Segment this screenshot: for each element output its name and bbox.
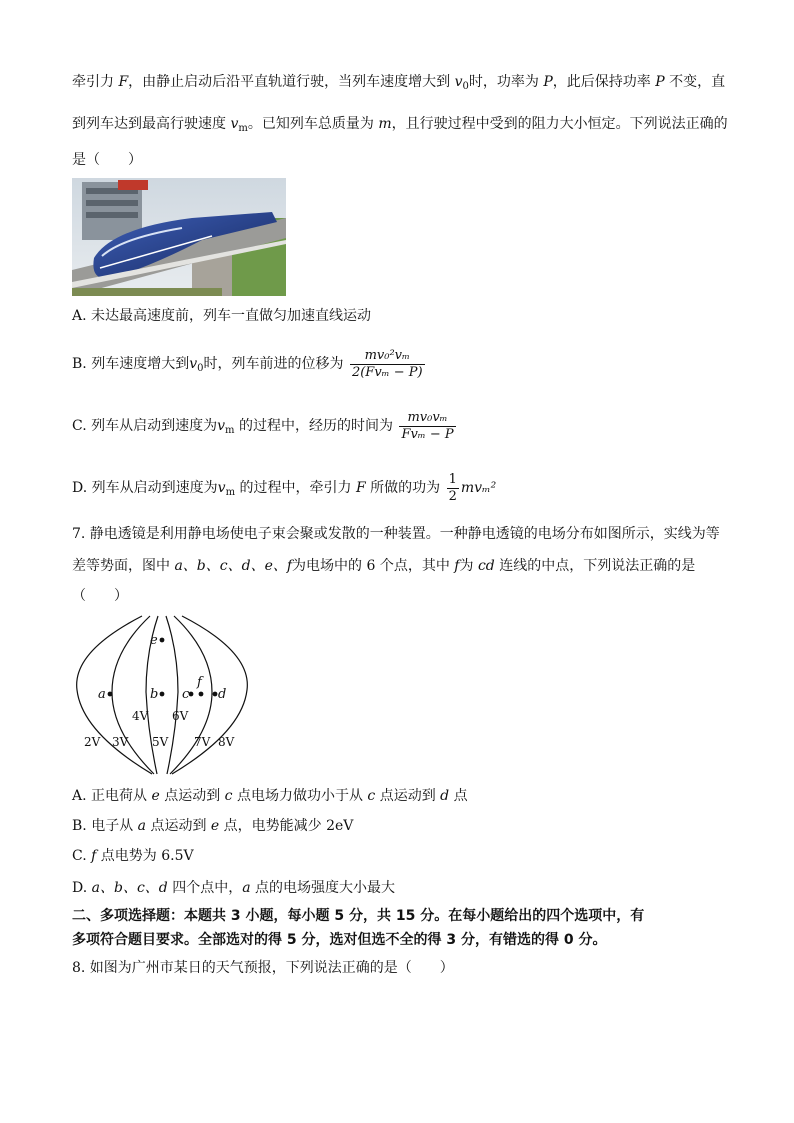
section-2-line-1: 二、多项选择题：本题共 3 小题，每小题 5 分，共 15 分。在每小题给出的四个选项中，有	[72, 908, 645, 924]
point-a-label: a	[98, 687, 106, 702]
q7-line-1: 7. 静电透镜是利用静电场使电子束会聚或发散的一种装置。一种静电透镜的电场分布如图所示，实线为等	[72, 526, 720, 542]
q7-line-3: （ ）	[72, 588, 128, 604]
q6-line-2: 到列车达到最高行驶速度 $v_m$。已知列车总质量为 m，且行驶过程中受到的阻力大小恒定。下列说法正确的	[72, 116, 728, 134]
label-8v: 8V	[218, 735, 235, 749]
point-f-label: f	[197, 675, 202, 690]
q6-option-c-fraction: $\frac{\text{mv₀vₘ}}{\text{Fvₘ − P}}$	[401, 409, 454, 442]
point-c-label: c	[182, 687, 190, 702]
q8-line-1: 8. 如图为广州市某日的天气预报，下列说法正确的是（ ）	[72, 960, 454, 976]
q6-option-b-fraction: $\frac{\text{mv₀²vₘ}}{\text{2(Fvₘ − P)}}$	[351, 347, 423, 380]
q6-option-a: A. 未达最高速度前，列车一直做匀加速直线运动	[72, 308, 372, 324]
q6-option-b: B. 列车速度增大到$v_0$时，列车前进的位移为 $\frac{\text{mv₀²vₘ}}{\text{2(Fvₘ − P)}}$	[72, 347, 423, 380]
label-4v: 4V	[132, 709, 149, 723]
point-e-label: e	[150, 633, 158, 648]
q7-option-d: D. a、b、c、d 四个点中，a 点的电场强度大小最大	[72, 880, 396, 896]
label-2v: 2V	[84, 735, 101, 749]
q6-option-d-fraction: $\frac{1}{2}$	[448, 471, 457, 504]
point-d-label: d	[218, 687, 227, 702]
q7-option-b: B. 电子从 a 点运动到 e 点，电势能减少 2eV	[72, 818, 354, 834]
label-6v: 6V	[172, 709, 189, 723]
train-photo	[72, 178, 286, 296]
label-7v: 7V	[194, 735, 211, 749]
q6-option-d: D. 列车从启动到速度为$v_m$ 的过程中，牵引力 F 所做的功为 $\frac{1}{2}$ mvₘ²	[72, 471, 497, 504]
q6-line-1: 牵引力 F，由静止启动后沿平直轨道行驶，当列车速度增大到 $v_0$时，功率为 P，此后保持功率 P 不变，直	[72, 74, 726, 92]
point-b-label: b	[150, 687, 159, 702]
q7-line-2: 差等势面，图中 a、b、c、d、e、f为电场中的 6 个点，其中 f为 cd 连线的中点，下列说法正确的是	[72, 558, 696, 574]
electrostatic-lens-diagram	[72, 612, 252, 782]
q6-option-c: C. 列车从启动到速度为$v_m$ 的过程中，经历的时间为 $\frac{\text{mv₀vₘ}}{\text{Fvₘ − P}}$	[72, 409, 454, 442]
q7-option-c: C. f 点电势为 6.5V	[72, 848, 194, 864]
label-3v: 3V	[112, 735, 129, 749]
label-5v: 5V	[152, 735, 169, 749]
section-2-line-2: 多项符合题目要求。全部选对的得 5 分，选对但选不全的得 3 分，有错选的得 0 分。	[72, 932, 607, 948]
q6-line-3: 是（ ）	[72, 152, 142, 168]
q7-option-a: A. 正电荷从 e 点运动到 c 点电场力做功小于从 c 点运动到 d 点	[72, 788, 468, 804]
